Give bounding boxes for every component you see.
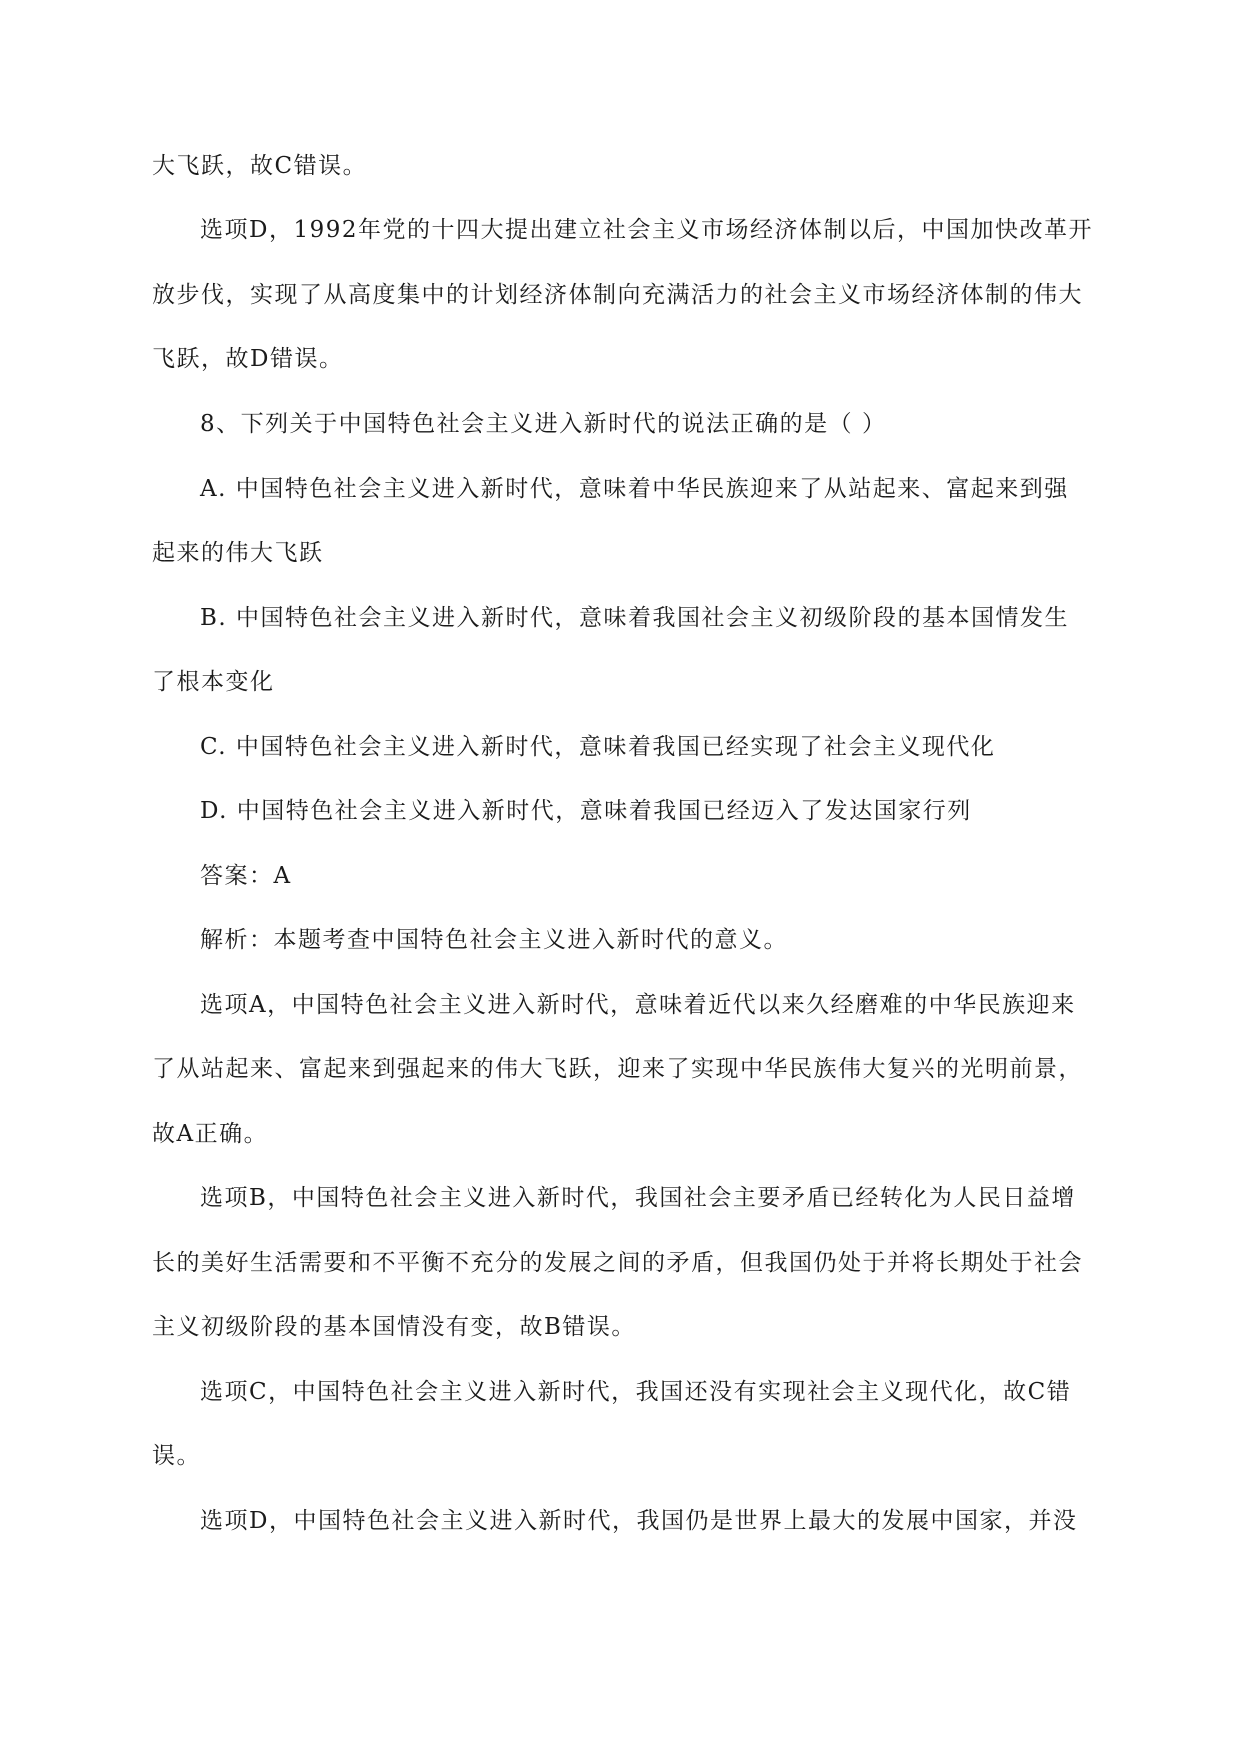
analysis-b-line-2: 长的美好生活需要和不平衡不充分的发展之间的矛盾，但我国仍处于并将长期处于社会 <box>152 1250 1083 1276</box>
analysis-b-line-1: 选项B，中国特色社会主义进入新时代，我国社会主要矛盾已经转化为人民日益增 <box>200 1185 1076 1211</box>
option-d: D. 中国特色社会主义进入新时代，意味着我国已经迈入了发达国家行列 <box>200 798 972 824</box>
text-line-2: 选项D，1992年党的十四大提出建立社会主义市场经济体制以后，中国加快改革开 <box>200 217 1093 243</box>
analysis-intro: 解析：本题考查中国特色社会主义进入新时代的意义。 <box>200 927 788 953</box>
option-b-line-2: 了根本变化 <box>152 669 275 695</box>
option-a-line-1: A. 中国特色社会主义进入新时代，意味着中华民族迎来了从站起来、富起来到强 <box>200 476 1069 502</box>
analysis-c-line-1: 选项C，中国特色社会主义进入新时代，我国还没有实现社会主义现代化，故C错 <box>200 1379 1072 1405</box>
answer-line: 答案：A <box>200 863 292 889</box>
analysis-d-line-1: 选项D，中国特色社会主义进入新时代，我国仍是世界上最大的发展中国家，并没 <box>200 1508 1078 1534</box>
analysis-a-line-3: 故A正确。 <box>152 1121 269 1147</box>
text-line-1: 大飞跃，故C错误。 <box>152 153 368 179</box>
analysis-c-line-2: 误。 <box>152 1443 201 1469</box>
analysis-a-line-2: 了从站起来、富起来到强起来的伟大飞跃，迎来了实现中华民族伟大复兴的光明前景， <box>152 1056 1083 1082</box>
option-c: C. 中国特色社会主义进入新时代，意味着我国已经实现了社会主义现代化 <box>200 734 996 760</box>
text-line-3: 放步伐，实现了从高度集中的计划经济体制向充满活力的社会主义市场经济体制的伟大 <box>152 282 1083 308</box>
option-a-line-2: 起来的伟大飞跃 <box>152 540 324 566</box>
question-8-stem: 8、下列关于中国特色社会主义进入新时代的说法正确的是（ ） <box>200 411 887 437</box>
option-b-line-1: B. 中国特色社会主义进入新时代，意味着我国社会主义初级阶段的基本国情发生 <box>200 605 1070 631</box>
analysis-b-line-3: 主义初级阶段的基本国情没有变，故B错误。 <box>152 1314 636 1340</box>
analysis-a-line-1: 选项A，中国特色社会主义进入新时代，意味着近代以来久经磨难的中华民族迎来 <box>200 992 1076 1018</box>
text-line-4: 飞跃，故D错误。 <box>152 346 344 372</box>
